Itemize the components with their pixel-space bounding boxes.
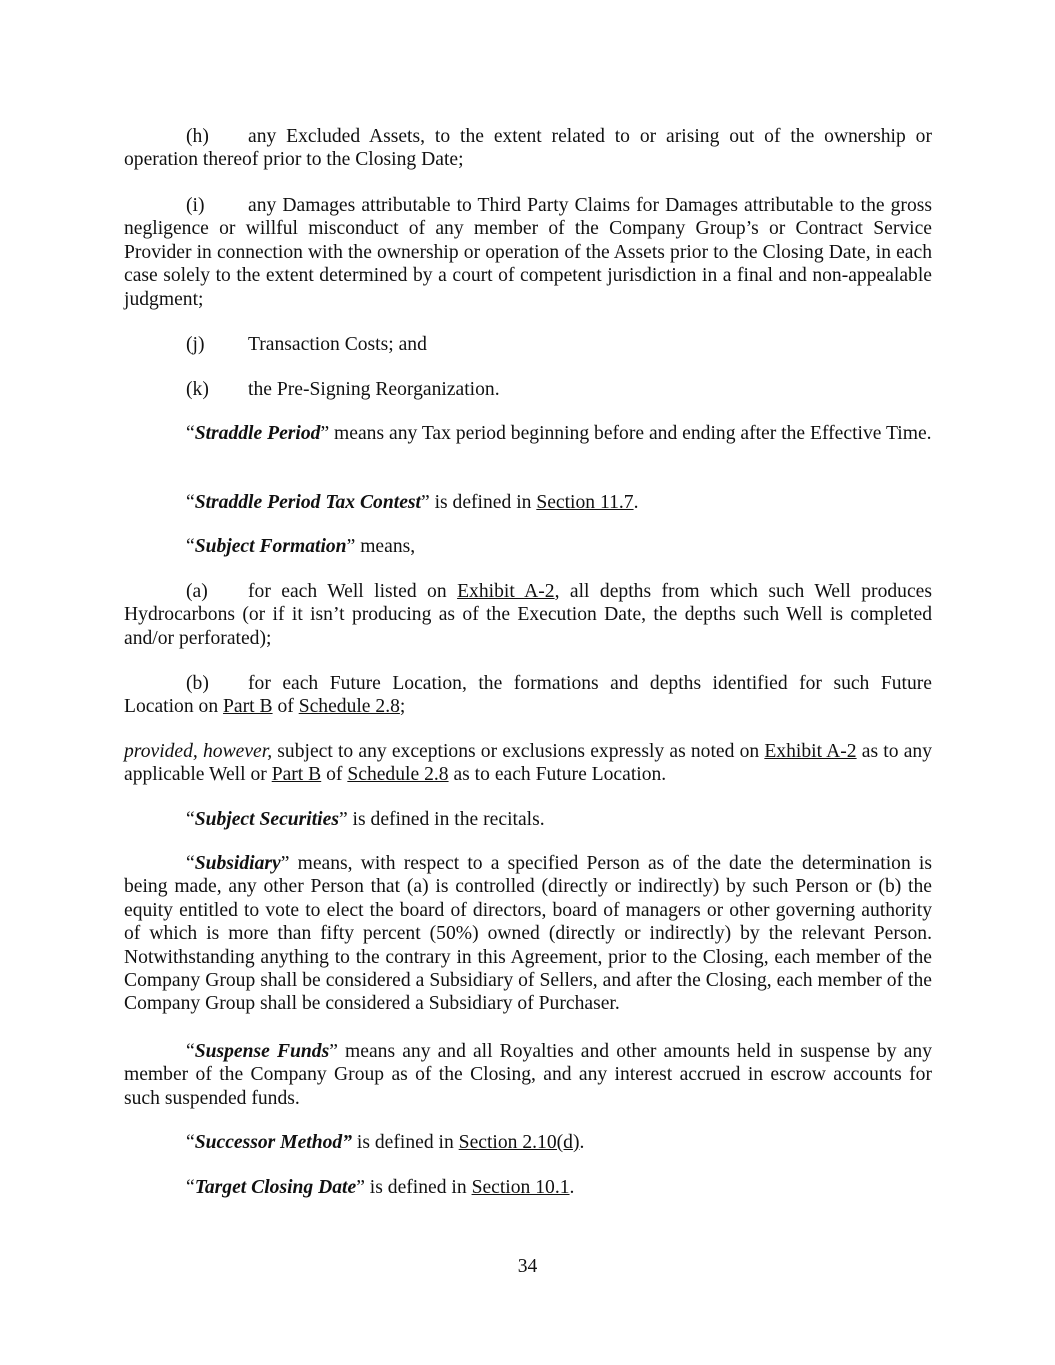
defined-term: Subject Formation bbox=[194, 536, 347, 557]
definition-text: means any and all Royalties and other amounts held in suspense by any member of the Company Group as of the Closing, and any interest accrued in escrow accounts for such suspended funds. bbox=[124, 1041, 932, 1109]
clause-label: (k) bbox=[186, 379, 209, 400]
clause-label: (b) bbox=[186, 673, 209, 694]
definition-straddle-period: “Straddle Period” means any Tax period beginning before and ending after the Effective Time. bbox=[186, 423, 932, 444]
part-link[interactable]: Part B bbox=[271, 764, 322, 786]
defined-term: Suspense Funds bbox=[194, 1041, 330, 1062]
section-link[interactable]: Section 2.10(d) bbox=[458, 1132, 580, 1153]
clause-label: (i) bbox=[186, 195, 205, 216]
clause-label: (a) bbox=[186, 581, 208, 602]
subject-formation-a: (a) for each Well listed on Exhibit A-2, all depths from which such Well produces Hydrocarbons (or if it isn’t producing as of the Execution Date, the depths such Well is completed and/or perforated); bbox=[124, 581, 932, 649]
section-link[interactable]: Section 10.1 bbox=[471, 1177, 570, 1198]
schedule-link[interactable]: Schedule 2.8 bbox=[347, 764, 449, 786]
clause-k bbox=[124, 378, 932, 401]
defined-term: Straddle Period Tax Contest bbox=[194, 492, 421, 513]
part-link[interactable]: Part B bbox=[223, 696, 273, 718]
clause-label: (j) bbox=[186, 334, 205, 355]
page-number: 34 bbox=[517, 1256, 538, 1277]
definition-subject-securities: “Subject Securities” is defined in the recitals. bbox=[186, 809, 545, 830]
definition-subsidiary: “Subsidiary” means, with respect to a specified Person as of the date the determination is being made, any other Person that (a) is controlled (directly or indirectly) by such Person or (b) the equity entitled to vote to elect the board of directors, board of managers or other governing authority of which is more than fifty percent (50%) owned (directly or indirectly) by the relevant Person. Notwithstanding anything to the contrary in this Agreement, prior to the Closing, each member of the Company Group shall be considered a Subsidiary of Sellers, and after the Closing, each member of the Company Group shall be considered a Subsidiary of Purchaser. bbox=[124, 853, 932, 1015]
section-link[interactable]: Section 11.7 bbox=[536, 492, 634, 513]
clause-text: any Excluded Assets, to the extent related to or arising out of the ownership or operation thereof prior to the Closing Date; bbox=[124, 126, 932, 171]
clause-i bbox=[124, 194, 932, 311]
defined-term: Subject Securities bbox=[194, 809, 339, 830]
definition-text: means any Tax period beginning before and ending after the Effective Time. bbox=[329, 423, 932, 444]
clause-text: Transaction Costs; and bbox=[248, 334, 427, 355]
definition-suspense-funds: “Suspense Funds” means any and all Royalties and other amounts held in suspense by any member of the Company Group as of the Closing, and any interest accrued in escrow accounts for such suspended funds. bbox=[124, 1041, 932, 1109]
proviso-paragraph: provided, however, subject to any exceptions or exclusions expressly as noted on Exhibit A-2 as to any applicable Well or Part B of Schedule 2.8 as to each Future Location. bbox=[124, 741, 932, 786]
clause-j bbox=[124, 333, 932, 356]
definition-successor-method: “Successor Method” is defined in Section 2.10(d). bbox=[186, 1132, 585, 1153]
defined-term: Subsidiary bbox=[194, 853, 281, 874]
clause-label: (h) bbox=[186, 126, 209, 147]
defined-term: Target Closing Date bbox=[194, 1177, 357, 1198]
definition-target-closing-date: “Target Closing Date” is defined in Section 10.1. bbox=[186, 1177, 575, 1198]
clause-text: the Pre-Signing Reorganization. bbox=[248, 379, 500, 400]
definition-subject-formation: “Subject Formation” means, bbox=[186, 536, 416, 557]
schedule-link[interactable]: Schedule 2.8 bbox=[298, 696, 400, 718]
definition-text: means, with respect to a specified Person as of the date the determination is being made, any other Person that (a) is controlled (directly or indirectly) by such Person or (b) the equity entitled to vote to elect the board of directors, board of managers or other governing authority of which is more than fifty percent (50%) owned (directly or indirectly) by the relevant Person. Notwithstanding anything to the contrary in this Agreement, prior to the Closing, each member of the Company Group shall be considered a Subsidiary of Sellers, and after the Closing, each member of the Company Group shall be considered a Subsidiary of Purchaser. bbox=[124, 853, 932, 1015]
clause-h bbox=[124, 125, 932, 172]
exhibit-link[interactable]: Exhibit A-2 bbox=[457, 581, 555, 602]
defined-term: Successor Method” bbox=[194, 1132, 353, 1153]
subject-formation-b: (b) for each Future Location, the formations and depths identified for such Future Location on Part B of Schedule 2.8; bbox=[124, 673, 932, 718]
clause-text: any Damages attributable to Third Party Claims for Damages attributable to the gross negligence or willful misconduct of any member of the Company Group’s or Contract Service Provider in connection with the ownership or operation of the Assets prior to the Closing Date, in each case solely to the extent determined by a court of competent jurisdiction in a final and non-appealable judgment; bbox=[124, 195, 932, 310]
defined-term: Straddle Period bbox=[194, 423, 321, 444]
exhibit-link[interactable]: Exhibit A-2 bbox=[764, 741, 857, 762]
definition-straddle-period-tax-contest: “Straddle Period Tax Contest” is defined in Section 11.7. bbox=[186, 492, 639, 513]
proviso-lead: provided, however, bbox=[124, 741, 273, 762]
